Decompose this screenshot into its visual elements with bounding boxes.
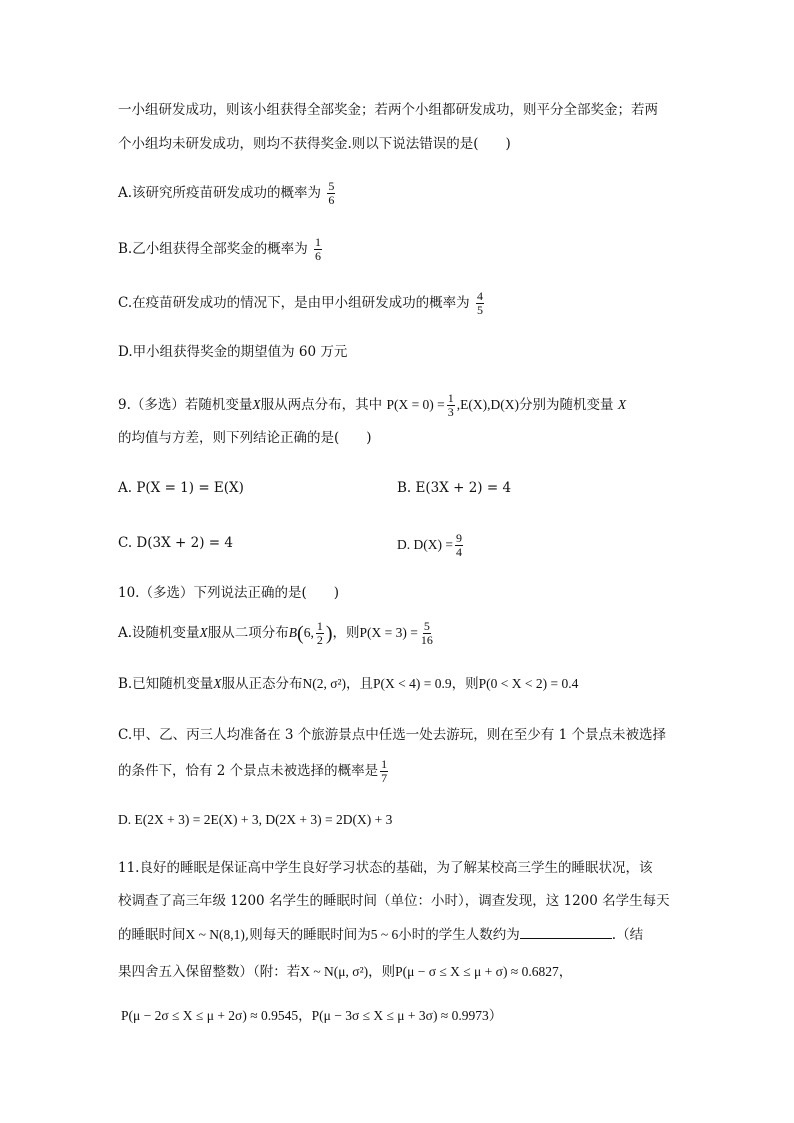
fraction-numerator: 1 <box>447 391 454 405</box>
q11-text: ， <box>558 964 573 980</box>
q9-stem-line-1 <box>118 392 626 419</box>
q9-option-a: A. P(X = 1) = E(X) <box>118 480 244 496</box>
q10-option-b-probability-1: P(X < 4) = 0.9 <box>373 676 452 691</box>
q8-option-b-fraction <box>314 236 322 263</box>
fraction-denominator: 2 <box>316 633 323 647</box>
fraction-denominator: 6 <box>315 249 322 263</box>
fraction-denominator: 6 <box>328 193 335 207</box>
q10-option-a-text: A.设随机变量 <box>118 625 200 641</box>
q10-option-b-text: ，则 <box>451 676 479 692</box>
q11-line-1: 11.良好的睡眠是保证高中学生良好学习状态的基础，为了解某校高三学生的睡眠状况，该 <box>118 860 653 876</box>
q10-option-a-half <box>316 620 324 647</box>
q9-ed-expression: ,E(X),D(X) <box>456 397 520 412</box>
q9-stem-text: 服从两点分布，其中 <box>260 397 383 413</box>
q10-stem: 10.（多选）下列说法正确的是( ) <box>118 585 340 601</box>
q10-option-b-text: 服从正态分布 <box>221 676 303 692</box>
fraction-numerator: 1 <box>315 235 322 249</box>
q11-text: ,则每天的睡眠时间为 <box>244 927 371 943</box>
variable-x: X <box>252 397 261 412</box>
q8-option-c <box>118 290 486 317</box>
fraction-denominator: 4 <box>455 545 462 559</box>
q9-option-b: B. E(3X + 2) = 4 <box>397 480 512 496</box>
q11-distribution: X ~ N(8,1) <box>185 927 245 942</box>
answer-blank[interactable] <box>520 924 612 939</box>
q10-option-a-probability: P(X = 3) = <box>359 625 418 640</box>
q8-option-c-text: C.在疫苗研发成功的情况下，是由甲小组研发成功的概率为 <box>118 295 470 311</box>
q8-option-a <box>118 180 337 207</box>
q10-option-b-text: B.已知随机变量 <box>118 676 214 692</box>
q11-text: ，则 <box>368 964 396 980</box>
q11-text: ） <box>488 1008 503 1024</box>
q9-stem-text: 分别为随机变量 <box>519 397 614 413</box>
q10-option-a-text: ，则 <box>332 625 360 641</box>
q9-option-d <box>397 532 465 559</box>
fraction-denominator: 5 <box>476 303 483 317</box>
q8-option-c-fraction <box>476 290 484 317</box>
q9-stem-line-2: 的均值与方差，则下列结论正确的是( ) <box>118 430 372 446</box>
fraction-denominator: 7 <box>381 771 388 785</box>
q11-range: 5 ~ 6 <box>370 927 399 942</box>
q10-option-d: D. E(2X + 3) = 2E(X) + 3, D(2X + 3) = 2D(X) + 3 <box>118 812 393 827</box>
q11-line-5 <box>121 1006 502 1026</box>
variable-x: X <box>213 676 222 691</box>
binomial-param: 6, <box>303 625 314 640</box>
fraction-numerator: 4 <box>476 289 483 303</box>
q11-distribution: X ~ N(μ, σ²) <box>300 964 369 979</box>
q11-text: 小时的学生人数约为 <box>398 927 520 943</box>
q9-option-d-fraction <box>455 532 463 559</box>
q8-option-b <box>118 236 324 263</box>
q11-probability-1: P(μ − σ ≤ X ≤ μ + σ) ≈ 0.6827 <box>395 964 559 979</box>
fraction-denominator: 3 <box>447 405 454 419</box>
intro-line-2: 个小组均未研发成功，则均不获得奖金.则以下说法错误的是( ) <box>118 136 511 152</box>
q11-text: ， <box>298 1008 312 1024</box>
q11-probability-3: P(μ − 3σ ≤ X ≤ μ + 3σ) ≈ 0.9973 <box>311 1008 489 1023</box>
variable-x: X <box>617 397 627 412</box>
q10-option-b-probability-2: P(0 < X < 2) = 0.4 <box>478 676 579 691</box>
fraction-numerator: 1 <box>316 619 323 633</box>
q11-probability-2: P(μ − 2σ ≤ X ≤ μ + 2σ) ≈ 0.9545 <box>121 1008 299 1023</box>
q10-option-a-text: 服从二项分布 <box>207 625 289 641</box>
fraction-numerator: 5 <box>328 179 335 193</box>
binomial-b: B <box>288 625 298 640</box>
q11-line-2: 校调查了高三年级 1200 名学生的睡眠时间（单位：小时），调查发现，这 1200 名学生每天 <box>118 893 670 909</box>
q11-line-3 <box>118 924 643 945</box>
q11-line-4 <box>118 962 572 982</box>
q8-option-d: D.甲小组获得奖金的期望值为 60 万元 <box>118 344 348 360</box>
q10-option-b-text: ，且 <box>346 676 374 692</box>
fraction-numerator: 9 <box>455 531 462 545</box>
q9-option-c: C. D(3X + 2) = 4 <box>118 535 233 551</box>
fraction-numerator: 5 <box>423 619 430 633</box>
q9-option-d-text: D. D(X) = <box>397 537 453 552</box>
q8-option-b-text: B.乙小组获得全部奖金的概率为 <box>118 241 308 257</box>
q10-option-b <box>118 674 578 694</box>
q10-option-c-line-1: C.甲、乙、丙三人均准备在 3 个旅游景点中任选一处去游玩，则在至少有 1 个景点未被选择 <box>118 727 666 743</box>
q9-stem-text: 9.（多选）若随机变量 <box>118 397 253 413</box>
q8-option-a-fraction <box>327 180 335 207</box>
q8-option-a-text: A.该研究所疫苗研发成功的概率为 <box>118 185 322 201</box>
intro-line-1: 一小组研发成功，则该小组获得全部奖金；若两个小组都研发成功，则平分全部奖金；若两 <box>118 102 658 118</box>
fraction-numerator: 1 <box>381 757 388 771</box>
variable-x: X <box>199 625 208 640</box>
q10-option-c-text: 的条件下，恰有 2 个景点未被选择的概率是 <box>118 763 379 779</box>
q10-option-c-fraction <box>380 758 388 785</box>
q11-text: 果四舍五入保留整数）（附：若 <box>118 964 301 980</box>
q10-option-a: A.设随机变量X服从二项分布B(6, $\frac{1}{2}$ )，则P(X = 3) = $\frac{5}{16}$ <box>118 619 433 647</box>
q10-option-a-fraction <box>420 620 434 647</box>
q9-fraction <box>447 392 455 419</box>
q11-text: 的睡眠时间 <box>118 927 186 943</box>
q9-probability-expression: P(X = 0) = <box>386 397 445 412</box>
q10-option-c-line-2 <box>118 758 390 785</box>
fraction-denominator: 16 <box>420 633 433 647</box>
normal-distribution: N(2, σ²) <box>302 676 347 691</box>
q11-text: .（结 <box>611 927 644 943</box>
